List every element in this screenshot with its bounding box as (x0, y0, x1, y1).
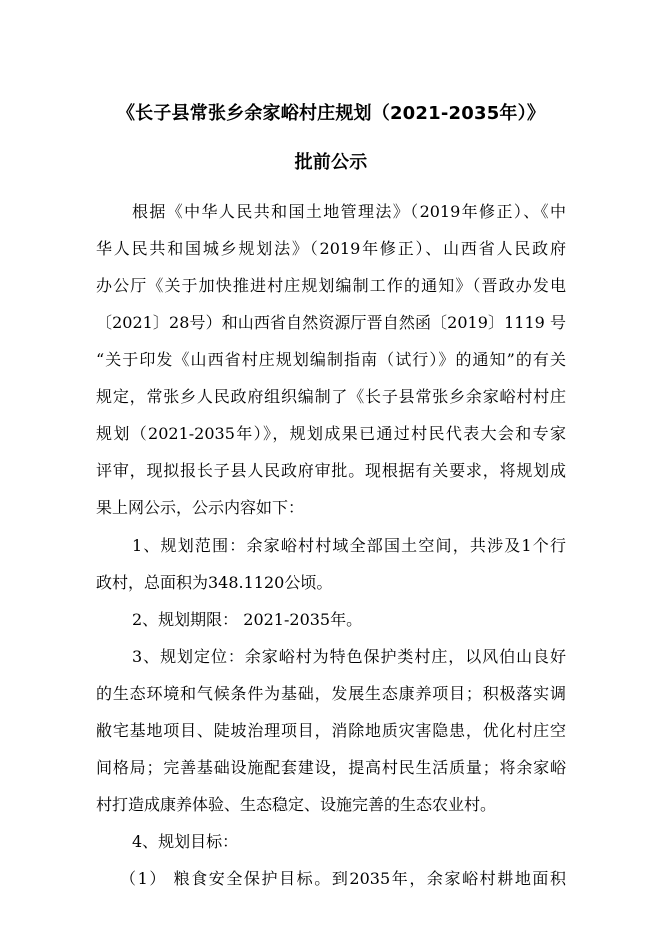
list-item-scope-cont: 政村，总面积为348.1120公顷。 (96, 573, 333, 592)
list-item-positioning: 3、规划定位：余家峪村为特色保护类村庄，以风伯山良好 (132, 647, 566, 666)
list-item-positioning-cont: 敝宅基地项目、陡坡治理项目，消除地质灾害隐患，优化村庄空 (96, 721, 566, 740)
list-item-positioning-cont: 间格局；完善基础设施配套建设，提高村民生活质量；将余家峪 (96, 758, 566, 777)
paragraph-line: 〔2021〕28号）和山西省自然资源厅晋自然函〔2019〕1119 号 (96, 313, 566, 332)
paragraph-line: 办公厅《关于加快推进村庄规划编制工作的通知》（晋政办发电 (96, 276, 566, 295)
sub-item-food-security: （1） 粮食安全保护目标。到2035年，余家峪村耕地面积 (120, 869, 566, 888)
list-item-period: 2、规划期限： 2021-2035年。 (132, 610, 363, 629)
list-item-positioning-cont: 的生态环境和气候条件为基础，发展生态康养项目；积极落实调 (96, 684, 566, 703)
paragraph-line: 华人民共和国城乡规划法》（2019年修正）、山西省人民政府 (96, 239, 566, 258)
list-item-scope: 1、规划范围：余家峪村村域全部国土空间，共涉及1个行 (132, 536, 566, 555)
document-title: 《长子县常张乡余家峪村庄规划（2021-2035年）》 (116, 103, 546, 124)
list-item-goals: 4、规划目标： (132, 832, 239, 851)
paragraph-line: 根据《中华人民共和国土地管理法》（2019年修正）、《中 (132, 202, 566, 221)
paragraph-line: 果上网公示，公示内容如下： (96, 498, 305, 517)
paragraph-line: 规划（2021-2035年）》，规划成果已通过村民代表大会和专家 (96, 424, 566, 443)
list-item-positioning-cont: 村打造成康养体验、生态稳定、设施完善的生态农业村。 (96, 795, 497, 814)
paragraph-line: 规定，常张乡人民政府组织编制了《长子县常张乡余家峪村村庄 (96, 387, 566, 406)
document-subtitle: 批前公示 (294, 152, 368, 173)
paragraph-line: “关于印发《山西省村庄规划编制指南（试行）》的通知”的有关 (96, 350, 566, 369)
paragraph-line: 评审，现拟报长子县人民政府审批。现根据有关要求，将规划成 (96, 461, 566, 480)
